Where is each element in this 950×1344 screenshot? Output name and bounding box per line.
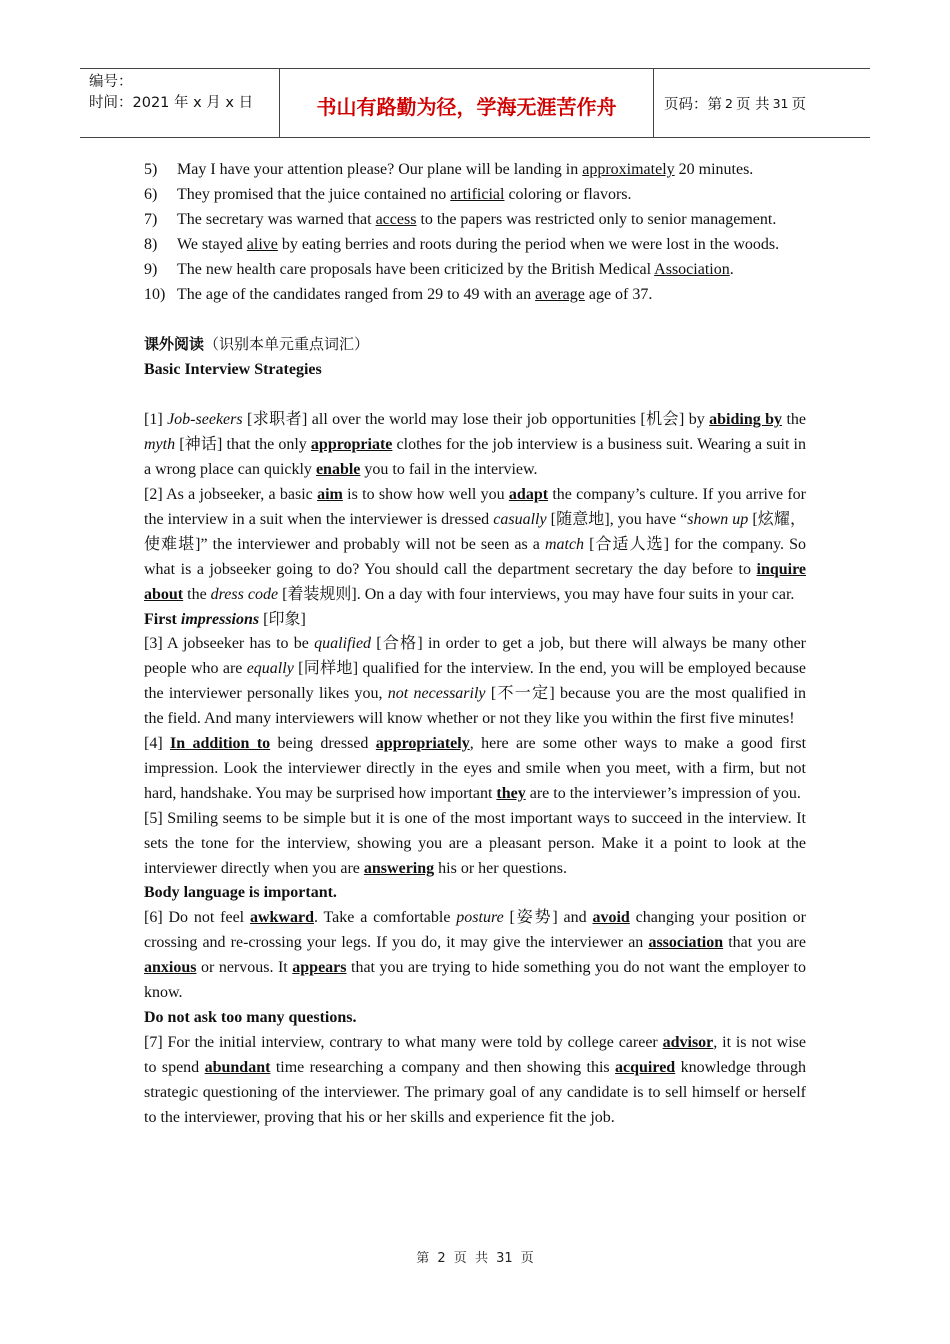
page-end: 页 xyxy=(791,96,806,113)
page-number: 2 xyxy=(725,95,733,111)
paragraph-4: [4] In addition to being dressed appropriately, here are some other ways to make a good first impression. Look the interviewer directly in the eyes and smile when you meet, with a firm, but not hard, handshake. You may be surprised how important they are to the interviewer’s impression of you. xyxy=(144,735,807,802)
vocab-word: alive xyxy=(246,235,278,253)
vocab-word: acquired xyxy=(615,1058,676,1076)
paragraph-2: [2] As a jobseeker, a basic aim is to show how well you adapt the company’s culture. If you arrive for the interview in a suit when the interviewer is dressed casually [随意地], you have “shown up [炫耀，使难堪]” the interviewer and probably will not be seen as a match [合适人选] for the company. So what is a jobseeker going to do? You should call the department secretary the day before to inquire about the dress code [着装规则]. On a day with four interviews, you may have four suits in your car. xyxy=(144,485,807,603)
paragraph-6: [6] Do not feel awkward. Take a comfortable posture [姿势] and avoid changing your position or crossing and re-crossing your legs. If you do, it may give the interviewer an association that you are anxious or nervous. It appears that you are trying to hide something you do not want the employer to know. xyxy=(144,909,807,1002)
vocab-word: abundant xyxy=(204,1058,271,1076)
vocab-word: aim xyxy=(317,485,343,503)
date-value: 2021 年 x 月 x 日 xyxy=(132,95,254,111)
vocab-word: adapt xyxy=(508,485,549,503)
list-item: 9) The new health care proposals have been criticized by the British Medical Association. xyxy=(144,260,734,278)
vocab-word: enable xyxy=(315,461,361,479)
sentence-list xyxy=(144,158,806,307)
subheading-body-language: Body language is important. xyxy=(144,884,337,902)
document-body xyxy=(144,158,806,1131)
paragraph-1: [1] Job-seekers [求职者] all over the world may lose their job opportunities [机会] by abiding by the myth [神话] that the only appropriate clothes for the job interview is a business suit. Wearing a suit in a wrong place can quickly enable you to fail in the interview. xyxy=(144,411,806,479)
date-label: 时间： xyxy=(89,95,133,111)
vocab-word: answering xyxy=(363,859,435,877)
vocab-word: access xyxy=(375,210,417,228)
vocab-word: In addition to xyxy=(170,735,271,753)
date-line xyxy=(89,93,279,114)
vocab-word: avoid xyxy=(592,909,630,927)
subheading-questions: Do not ask too many questions. xyxy=(144,1009,357,1026)
header-page-info xyxy=(654,69,870,137)
vocab-word: artificial xyxy=(450,185,505,203)
footer-page: 2 xyxy=(437,1251,446,1266)
paragraph-5: [5] Smiling seems to be simple but it is one of the most important ways to succeed in the interview. It sets the tone for the interview, showing you are a pleasant person. Make it a point to look at the interviewer directly when you are answering his or her questions. xyxy=(144,809,806,877)
vocab-word: advisor xyxy=(662,1033,714,1051)
list-item: 10) The age of the candidates ranged from 29 to 49 with an average age of 37. xyxy=(144,285,653,303)
header-meta xyxy=(80,69,280,137)
vocab-word: Association xyxy=(654,260,730,278)
article-title: Basic Interview Strategies xyxy=(144,361,322,379)
paragraph-7: [7] For the initial interview, contrary to what many were told by college career advisor, it is not wise to spend abundant time researching a company and then showing this acquired knowledge through strategic questioning of the interviewer. The primary goal of any candidate is to sell himself or herself to the interviewer, proving that his or her skills and experience fit the job. xyxy=(144,1033,806,1126)
list-item: 7) The secretary was warned that access to the papers was restricted only to senior management. xyxy=(144,210,777,228)
reading-heading: 课外阅读（识别本单元重点词汇） xyxy=(144,335,370,354)
list-item: 8) We stayed alive by eating berries and roots during the period when we were lost in the woods. xyxy=(144,235,780,253)
vocab-word: anxious xyxy=(144,959,197,977)
subheading-first-impressions: First impressions [印象] xyxy=(144,610,306,628)
vocab-word: appropriately xyxy=(375,735,470,753)
footer-total: 31 xyxy=(496,1251,513,1266)
paragraph-3: [3] A jobseeker has to be qualified [合格] in order to get a job, but there will always be many other people who are equally [同样地] qualified for the interview. In the end, you will be employed because the interviewer personally likes you, not necessarily [不一定] because you are the most qualified in the field. And many interviewers will know whether or not they like you within the first five minutes! xyxy=(144,635,807,728)
page-footer: 第 2 页 共 31 页 xyxy=(416,1251,534,1266)
vocab-word: awkward xyxy=(249,909,314,927)
vocab-word: average xyxy=(535,285,585,303)
page-header xyxy=(80,68,870,138)
header-motto: 书山有路勤为径，学海无涯苦作舟 xyxy=(280,69,654,137)
page-mid: 页 共 xyxy=(735,96,770,113)
vocab-word: they xyxy=(496,784,526,802)
vocab-word: inquire about xyxy=(144,560,806,603)
vocab-word: association xyxy=(648,934,724,952)
vocab-word: appears xyxy=(292,959,347,977)
vocab-word: approximately xyxy=(582,161,675,178)
list-item: 5) May I have your attention please? Our plane will be landing in approximately 20 minutes. xyxy=(144,161,754,178)
vocab-word: abiding by xyxy=(709,411,783,429)
page-label: 页码：第 xyxy=(664,96,722,113)
list-item: 6) They promised that the juice contained no artificial coloring or flavors. xyxy=(144,185,632,203)
number-label: 编号： xyxy=(89,74,133,90)
page-total: 31 xyxy=(772,95,789,111)
vocab-word: appropriate xyxy=(310,436,393,454)
